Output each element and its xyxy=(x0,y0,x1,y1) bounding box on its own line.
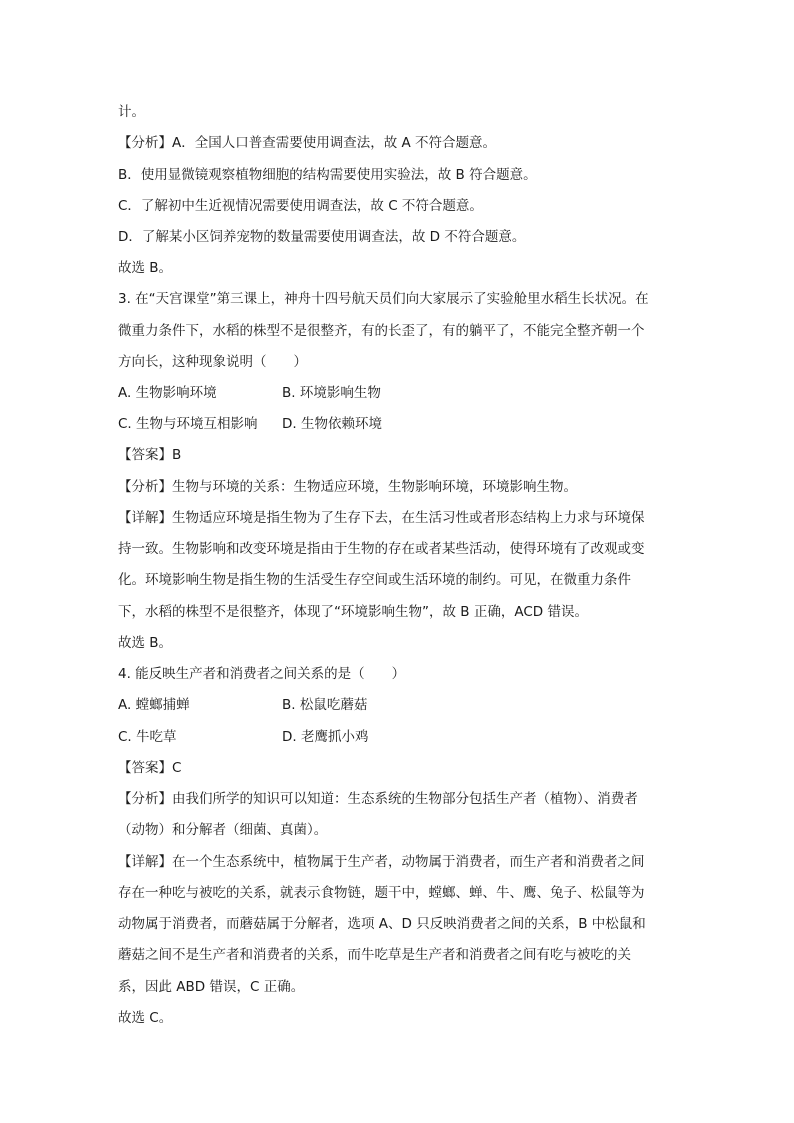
explanation-line: 蘑菇之间不是生产者和消费者的关系，而牛吃草是生产者和消费者之间有吃与被吃的关 xyxy=(118,947,631,963)
q3-option-b: B. 环境影响生物 xyxy=(282,385,381,401)
explanation-line: 化。环境影响生物是指生物的生活受生存空间或生活环境的制约。可见，在微重力条件 xyxy=(118,572,631,588)
analysis-line: 【分析】A．全国人口普查需要使用调查法，故 A 不符合题意。 xyxy=(118,135,497,151)
q4-option-a: A. 螳螂捕蝉 xyxy=(118,697,190,713)
q4-option-d: D. 老鹰抓小鸡 xyxy=(282,729,369,745)
explanation-line: 【详解】生物适应环境是指生物为了生存下去，在生活习性或者形态结构上力求与环境保 xyxy=(118,510,645,526)
q4-option-b: B. 松鼠吃蘑菇 xyxy=(282,697,368,713)
text-line: B．使用显微镜观察植物细胞的结构需要使用实验法，故 B 符合题意。 xyxy=(118,167,537,183)
answer-line: 【答案】C xyxy=(118,760,182,776)
q3-option-d: D. 生物依赖环境 xyxy=(282,416,382,432)
text-line: D．了解某小区饲养宠物的数量需要使用调查法，故 D 不符合题意。 xyxy=(118,229,526,245)
conclusion-line: 故选 B。 xyxy=(118,635,173,651)
explanation-line: 系，因此 ABD 错误，C 正确。 xyxy=(118,979,305,995)
explanation-line: 存在一种吃与被吃的关系，就表示食物链，题干中，螳螂、蝉、牛、鹰、兔子、松鼠等为 xyxy=(118,885,645,901)
q3-option-c: C. 生物与环境互相影响 xyxy=(118,416,258,432)
q3-option-a: A. 生物影响环境 xyxy=(118,385,217,401)
explanation-line: 持一致。生物影响和改变环境是指由于生物的存在或者某些活动，使得环境有了改观或变 xyxy=(118,541,645,557)
analysis-line: 【分析】生物与环境的关系：生物适应环境，生物影响环境，环境影响生物。 xyxy=(118,479,577,495)
question-3-line: 方向长，这种现象说明（ ） xyxy=(118,354,307,370)
explanation-line: 下，水稻的株型不是很整齐，体现了“环境影响生物”，故 B 正确，ACD 错误。 xyxy=(118,604,588,620)
question-4-line: 4. 能反映生产者和消费者之间关系的是（ ） xyxy=(118,666,406,682)
text-line: C．了解初中生近视情况需要使用调查法，故 C 不符合题意。 xyxy=(118,198,483,214)
answer-line: 【答案】B xyxy=(118,447,182,463)
analysis-line: 【分析】由我们所学的知识可以知道：生态系统的生物部分包括生产者（植物）、消费者 xyxy=(118,791,638,807)
explanation-line: 【详解】在一个生态系统中，植物属于生产者，动物属于消费者，而生产者和消费者之间 xyxy=(118,854,645,870)
conclusion-line: 故选 C。 xyxy=(118,1010,173,1026)
q4-option-c: C. 牛吃草 xyxy=(118,729,177,745)
text-line: 计。 xyxy=(118,104,145,120)
explanation-line: 动物属于消费者，而蘑菇属于分解者，选项 A、D 只反映消费者之间的关系，B 中松鼠和 xyxy=(118,916,646,932)
conclusion-line: 故选 B。 xyxy=(118,260,173,276)
question-3-line: 3. 在“天宫课堂”第三课上，神舟十四号航天员们向大家展示了实验舱里水稻生长状况。在 xyxy=(118,291,649,307)
question-3-line: 微重力条件下，水稻的株型不是很整齐，有的长歪了，有的躺平了，不能完全整齐朝一个 xyxy=(118,323,645,339)
analysis-line: （动物）和分解者（细菌、真菌）。 xyxy=(118,822,328,838)
